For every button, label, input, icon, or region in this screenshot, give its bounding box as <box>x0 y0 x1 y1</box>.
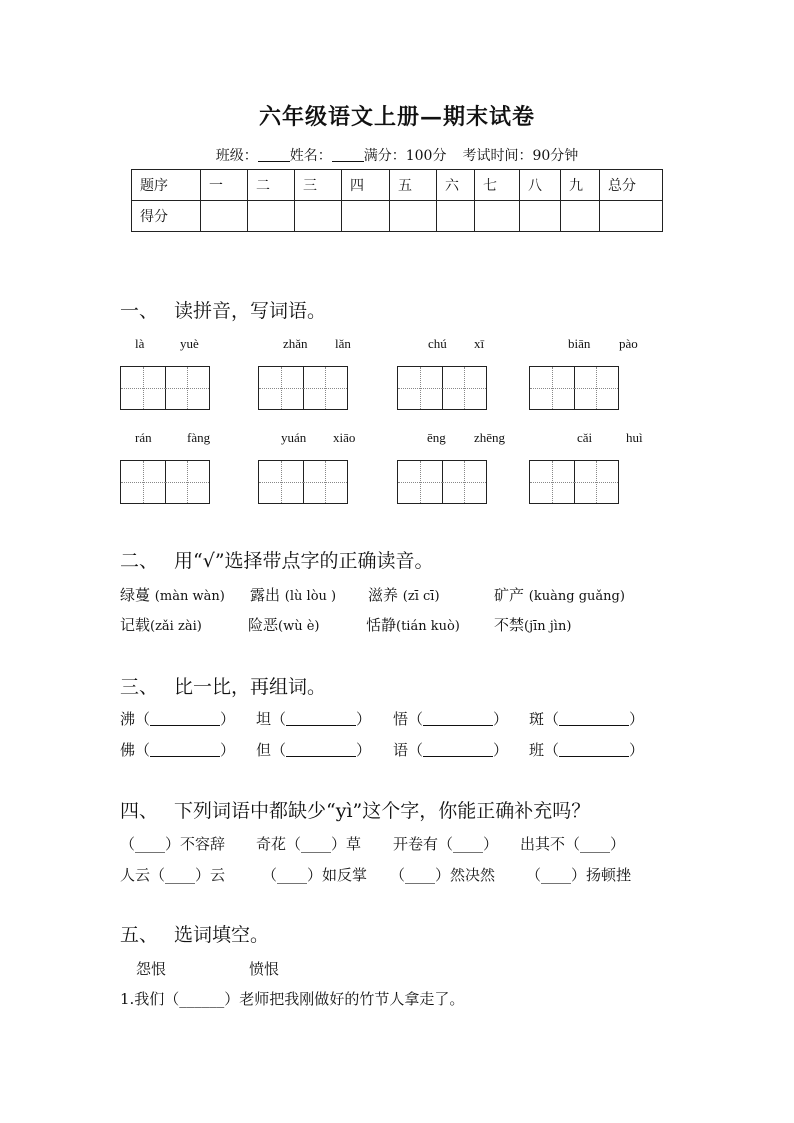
score-header-cell: 六 <box>437 170 475 201</box>
section-4-title: 下列词语中都缺少“yì”这个字，你能正确补充吗？ <box>174 800 591 822</box>
pinyin: chú <box>428 336 447 351</box>
writing-grid[interactable] <box>529 460 619 504</box>
score-cell[interactable] <box>437 201 475 232</box>
page-title: 六年级语文上册—期末试卷 <box>258 104 535 130</box>
score-header-cell: 八 <box>520 170 561 201</box>
section-3-number: 三、 <box>120 676 159 698</box>
reading-choice-item: 滋养 (zī cī) <box>368 586 440 604</box>
writing-grid[interactable] <box>397 460 487 504</box>
score-header-cell: 五 <box>390 170 437 201</box>
pinyin: rán <box>135 430 152 445</box>
section-2-title: 用“√”选择带点字的正确读音。 <box>174 550 434 572</box>
score-cell[interactable] <box>520 201 561 232</box>
idiom-blank-item[interactable]: 开卷有（____） <box>393 835 499 853</box>
idiom-blank-item[interactable]: （____）扬顿挫 <box>526 866 632 884</box>
score-header-cell: 七 <box>475 170 520 201</box>
section-5-number: 五、 <box>120 924 159 946</box>
pinyin: pào <box>619 336 638 351</box>
idiom-blank-item[interactable]: 奇花（____）草 <box>256 835 362 853</box>
fill-blank-question-1[interactable]: 1.我们（______）老师把我刚做好的竹节人拿走了。 <box>120 990 465 1008</box>
writing-grid[interactable] <box>529 366 619 410</box>
reading-choice-item: 露出 (lù lòu ) <box>250 586 337 604</box>
idiom-blank-item[interactable]: 人云（____）云 <box>120 866 226 884</box>
reading-choice-item: 恬静(tián kuò) <box>366 616 460 634</box>
compare-word-item[interactable]: 坦（ ） <box>256 710 372 728</box>
compare-word-item[interactable]: 沸（ ） <box>120 710 236 728</box>
reading-choice-item: 不禁(jīn jìn) <box>494 616 572 634</box>
pinyin: zhǎn <box>283 336 308 351</box>
score-header-cell: 总分 <box>600 170 663 201</box>
pinyin: ēng <box>427 430 446 445</box>
pinyin: xī <box>474 336 485 351</box>
section-5-title: 选词填空。 <box>174 924 270 946</box>
score-cell[interactable] <box>248 201 295 232</box>
word-option: 愤恨 <box>249 960 280 978</box>
section-1-heading <box>120 296 326 323</box>
full-score-label: 满分：100分 <box>363 148 447 164</box>
score-table-score-row <box>132 201 663 232</box>
word-option: 怨恨 <box>136 960 167 978</box>
score-cell[interactable] <box>600 201 663 232</box>
pinyin: là <box>135 336 145 351</box>
class-label: 班级： <box>215 148 258 164</box>
score-header-cell: 三 <box>295 170 342 201</box>
section-2-heading <box>120 546 434 573</box>
pinyin: zhēng <box>474 430 506 445</box>
writing-grid[interactable] <box>120 460 210 504</box>
class-blank[interactable] <box>258 147 290 162</box>
compare-word-item[interactable]: 斑（ ） <box>529 710 645 728</box>
score-header-cell: 九 <box>561 170 600 201</box>
score-cell[interactable] <box>295 201 342 232</box>
idiom-blank-item[interactable]: （____）不容辞 <box>120 835 226 853</box>
writing-grid[interactable] <box>258 460 348 504</box>
score-cell[interactable] <box>390 201 437 232</box>
score-table-header-row <box>132 170 663 201</box>
writing-grid[interactable] <box>397 366 487 410</box>
idiom-blank-item[interactable]: 出其不（____） <box>520 835 626 853</box>
exam-time-label: 考试时间：90分钟 <box>462 148 579 164</box>
score-table <box>131 169 663 232</box>
pinyin: yuán <box>281 430 307 445</box>
score-cell[interactable] <box>342 201 390 232</box>
section-2-number: 二、 <box>120 550 159 572</box>
idiom-blank-item[interactable]: （____）如反掌 <box>262 866 368 884</box>
section-3-heading <box>120 672 326 699</box>
section-4-number: 四、 <box>120 800 159 822</box>
score-cell[interactable] <box>475 201 520 232</box>
score-cell[interactable] <box>561 201 600 232</box>
score-row-label: 得分 <box>132 201 201 232</box>
name-label: 姓名： <box>289 148 332 164</box>
reading-choice-item: 矿产 (kuàng guǎng) <box>494 586 625 604</box>
exam-info-line <box>0 145 794 165</box>
pinyin: biān <box>568 336 591 351</box>
score-cell[interactable] <box>201 201 248 232</box>
compare-word-item[interactable]: 悟（ ） <box>393 710 509 728</box>
section-3-title: 比一比，再组词。 <box>174 676 327 698</box>
score-header-cell: 二 <box>248 170 295 201</box>
compare-word-item[interactable]: 佛（ ） <box>120 741 236 759</box>
reading-choice-item: 记载(zǎi zài) <box>120 616 202 634</box>
section-1-title: 读拼音，写词语。 <box>174 300 327 322</box>
pinyin: cǎi <box>577 430 593 445</box>
compare-word-item[interactable]: 但（ ） <box>256 741 372 759</box>
compare-word-item[interactable]: 班（ ） <box>529 741 645 759</box>
writing-grid[interactable] <box>258 366 348 410</box>
compare-word-item[interactable]: 语（ ） <box>393 741 509 759</box>
section-1-number: 一、 <box>120 300 159 322</box>
pinyin: fàng <box>187 430 211 445</box>
idiom-blank-item[interactable]: （____）然决然 <box>390 866 496 884</box>
reading-choice-item: 险恶(wù è) <box>248 616 320 634</box>
section-4-heading <box>120 796 590 823</box>
score-header-cell: 一 <box>201 170 248 201</box>
score-header-cell: 题序 <box>132 170 201 201</box>
writing-grid[interactable] <box>120 366 210 410</box>
pinyin: lǎn <box>335 336 351 351</box>
section-5-heading <box>120 920 269 947</box>
pinyin: yuè <box>180 336 199 351</box>
pinyin: huì <box>626 430 643 445</box>
pinyin: xiāo <box>333 430 356 445</box>
score-header-cell: 四 <box>342 170 390 201</box>
name-blank[interactable] <box>332 147 364 162</box>
reading-choice-item: 绿蔓 (màn wàn) <box>120 586 225 604</box>
